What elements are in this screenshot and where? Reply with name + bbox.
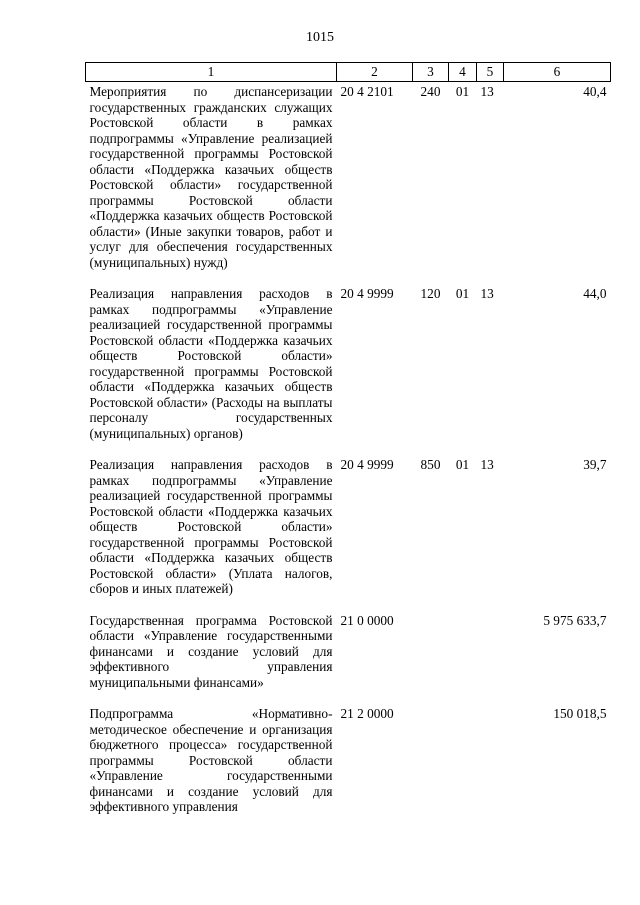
column-header: 3: [413, 63, 449, 82]
budget-table: [85, 62, 611, 829]
row-amount: 150 018,5: [553, 706, 607, 721]
row-expense-type: [413, 704, 449, 829]
column-header: 2: [337, 63, 413, 82]
column-header: 6: [504, 63, 611, 82]
row-target-code: 20 4 9999: [340, 286, 394, 301]
table-header-row: [86, 63, 611, 82]
column-header: 4: [449, 63, 477, 82]
table-row: [86, 611, 611, 705]
table-row: [86, 284, 611, 455]
row-amount: 44,0: [583, 286, 607, 301]
row-subsection: [477, 704, 504, 829]
row-subsection: [477, 611, 504, 705]
table-row: [86, 704, 611, 829]
page-number: 1015: [306, 30, 334, 45]
table-row: [86, 455, 611, 611]
row-section: [449, 704, 477, 829]
row-target-code: 21 0 0000: [340, 612, 394, 628]
row-section: [449, 611, 477, 705]
row-expense-type: 120: [420, 286, 441, 301]
row-description: Подпрограмма «Нормативно-методическое обеспечение и организация бюджетного процесса» государственной программы Ростовской области «Управление государственными финансами и создание условий для эффективного управления: [89, 706, 333, 814]
row-section: 01: [455, 457, 470, 472]
row-subsection: 13: [480, 457, 494, 472]
row-description: Реализация направления расходов в рамках подпрограммы «Управление реализацией государственной программы Ростовской области «Поддержка казачьих обществ Ростовской области» государственной программы Ростовской области «Поддержка казачьих обществ Ростовской области» (Расходы на выплаты персоналу государственных (муниципальных) органов): [89, 286, 333, 441]
row-subsection: 13: [480, 84, 494, 99]
table-row: [86, 82, 611, 285]
row-description: Государственная программа Ростовской области «Управление государственными финансами и создание условий для эффективного управления муниципальными финансами»: [89, 612, 333, 690]
row-description: Мероприятия по диспансеризации государственных гражданских служащих Ростовской области в рамках подпрограммы «Управление реализацией государственной программы Ростовской области «Поддержка казачьих обществ Ростовской области» государственной программы Ростовской области «Поддержка казачьих обществ Ростовской области» (Иные закупки товаров, работ и услуг для обеспечения государственных (муниципальных) нужд): [89, 84, 333, 270]
row-amount: 39,7: [583, 457, 607, 472]
row-expense-type: 240: [420, 84, 441, 99]
row-description: Реализация направления расходов в рамках подпрограммы «Управление реализацией государственной программы Ростовской области «Поддержка казачьих обществ Ростовской области» государственной программы Ростовской области «Поддержка казачьих обществ Ростовской области» (Уплата налогов, сборов и иных платежей): [89, 457, 333, 596]
column-header: 5: [477, 63, 504, 82]
column-header: 1: [86, 63, 337, 82]
row-section: 01: [455, 286, 470, 301]
row-subsection: 13: [480, 286, 494, 301]
row-expense-type: [413, 611, 449, 705]
row-target-code: 20 4 2101: [340, 84, 394, 99]
row-amount: 40,4: [583, 84, 607, 99]
row-target-code: 21 2 0000: [340, 706, 394, 721]
row-amount: 5 975 633,7: [543, 612, 607, 628]
row-expense-type: 850: [420, 457, 441, 472]
row-section: 01: [455, 84, 470, 99]
row-target-code: 20 4 9999: [340, 457, 394, 472]
